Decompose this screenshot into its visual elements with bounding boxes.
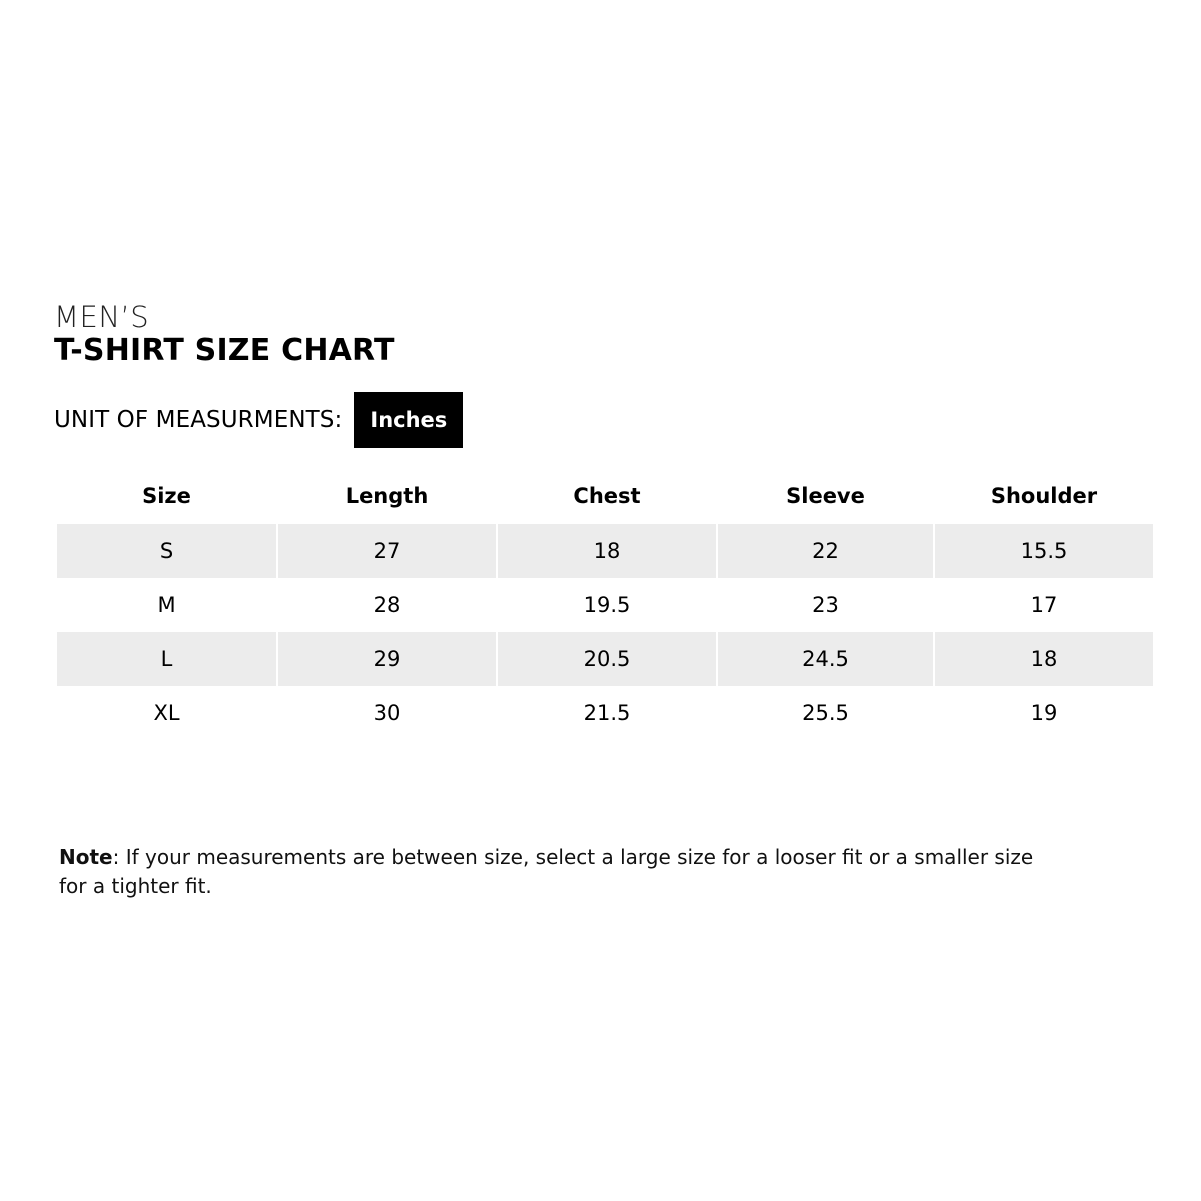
size-table: [57, 468, 1147, 740]
table-cell: XL: [153, 701, 180, 725]
table-cell: 19: [1030, 701, 1058, 725]
column-header-chest: Chest: [573, 484, 641, 508]
table-cell: 17: [1030, 593, 1058, 617]
column-header-size: Size: [142, 484, 191, 508]
column-header-shoulder: Shoulder: [990, 484, 1098, 508]
table-cell: 25.5: [802, 701, 849, 725]
table-cell: 20.5: [498, 632, 716, 686]
table-cell: L: [57, 632, 276, 686]
table-row: [57, 632, 1147, 686]
note-text: : If your measurements are between size, select a large size for a looser fit or a smaller size for a tighter fit.: [59, 845, 1034, 898]
fit-note: [59, 843, 1059, 901]
table-cell: 18: [935, 632, 1153, 686]
table-row: [57, 686, 1147, 740]
table-cell: 30: [373, 701, 401, 725]
table-cell: M: [157, 593, 176, 617]
table-cell: 21.5: [583, 701, 631, 725]
table-row: [57, 578, 1147, 632]
table-row: [57, 524, 1147, 578]
table-header-row: [57, 468, 1147, 524]
unit-row: [54, 392, 463, 448]
title-men: MEN’S: [54, 300, 150, 334]
table-cell: 23: [812, 593, 839, 617]
table-cell: 22: [718, 524, 933, 578]
unit-badge: Inches: [354, 392, 463, 448]
table-cell: 18: [498, 524, 716, 578]
table-cell: 15.5: [935, 524, 1153, 578]
table-cell: 19.5: [583, 593, 631, 617]
table-cell: 29: [278, 632, 496, 686]
table-cell: S: [57, 524, 276, 578]
table-cell: 24.5: [718, 632, 933, 686]
note-label: Note: [59, 845, 113, 869]
column-header-length: Length: [345, 484, 429, 508]
table-cell: 28: [373, 593, 401, 617]
page-title: T-SHIRT SIZE CHART: [54, 333, 395, 368]
table-cell: 27: [278, 524, 496, 578]
column-header-sleeve: Sleeve: [786, 484, 865, 508]
unit-label: UNIT OF MEASURMENTS:: [54, 407, 343, 433]
